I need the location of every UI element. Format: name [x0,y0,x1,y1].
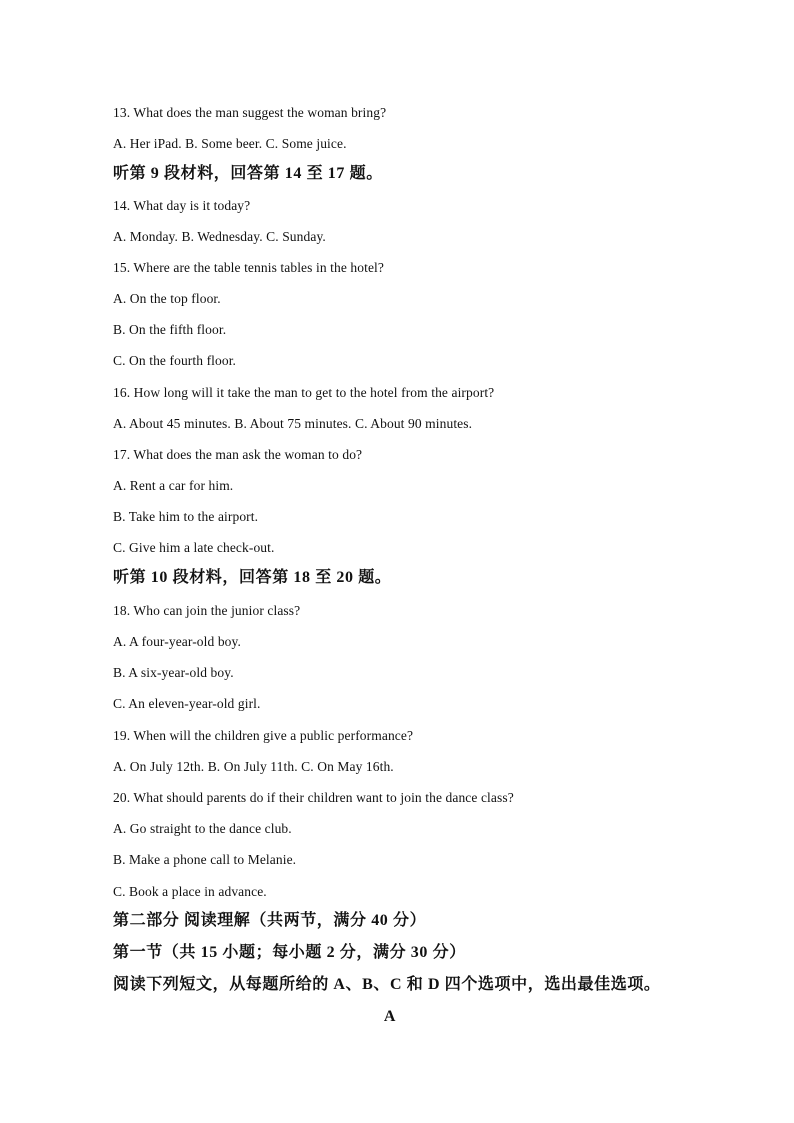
question-13: 13. What does the man suggest the woman bring? [113,105,387,120]
question-20-option-b: B. Make a phone call to Melanie. [113,852,297,867]
question-17-option-b: B. Take him to the airport. [113,509,259,524]
question-16-options: A. About 45 minutes. B. About 75 minutes. C. About 90 minutes. [113,416,473,431]
question-18: 18. Who can join the junior class? [113,603,301,618]
question-17: 17. What does the man ask the woman to do? [113,447,363,462]
question-15-option-a: A. On the top floor. [113,291,221,306]
passage-label-a: A [383,1008,397,1025]
question-20-option-a: A. Go straight to the dance club. [113,821,292,836]
question-15-option-c: C. On the fourth floor. [113,353,237,368]
question-16: 16. How long will it take the man to get to the hotel from the airport? [113,385,495,400]
question-17-option-c: C. Give him a late check-out. [113,540,275,555]
section-one-heading: 第一节（共 15 小题；每小题 2 分，满分 30 分） [113,944,466,961]
question-18-option-b: B. A six-year-old boy. [113,665,234,680]
question-14-options: A. Monday. B. Wednesday. C. Sunday. [113,229,326,244]
question-20: 20. What should parents do if their children want to join the dance class? [113,790,514,805]
question-13-options: A. Her iPad. B. Some beer. C. Some juice. [113,136,347,151]
question-14: 14. What day is it today? [113,198,251,213]
question-20-option-c: C. Book a place in advance. [113,884,267,899]
question-15-option-b: B. On the fifth floor. [113,322,227,337]
question-19-options: A. On July 12th. B. On July 11th. C. On May 16th. [113,759,394,774]
question-18-option-a: A. A four-year-old boy. [113,634,241,649]
section-heading-material-9: 听第 9 段材料，回答第 14 至 17 题。 [113,165,383,182]
section-heading-material-10: 听第 10 段材料，回答第 18 至 20 题。 [113,569,392,586]
question-18-option-c: C. An eleven-year-old girl. [113,696,261,711]
question-15: 15. Where are the table tennis tables in the hotel? [113,260,384,275]
part-two-heading: 第二部分 阅读理解（共两节，满分 40 分） [113,912,427,929]
question-17-option-a: A. Rent a car for him. [113,478,234,493]
question-19: 19. When will the children give a public performance? [113,728,414,743]
reading-instructions: 阅读下列短文，从每题所给的 A、B、C 和 D 四个选项中，选出最佳选项。 [113,976,661,993]
